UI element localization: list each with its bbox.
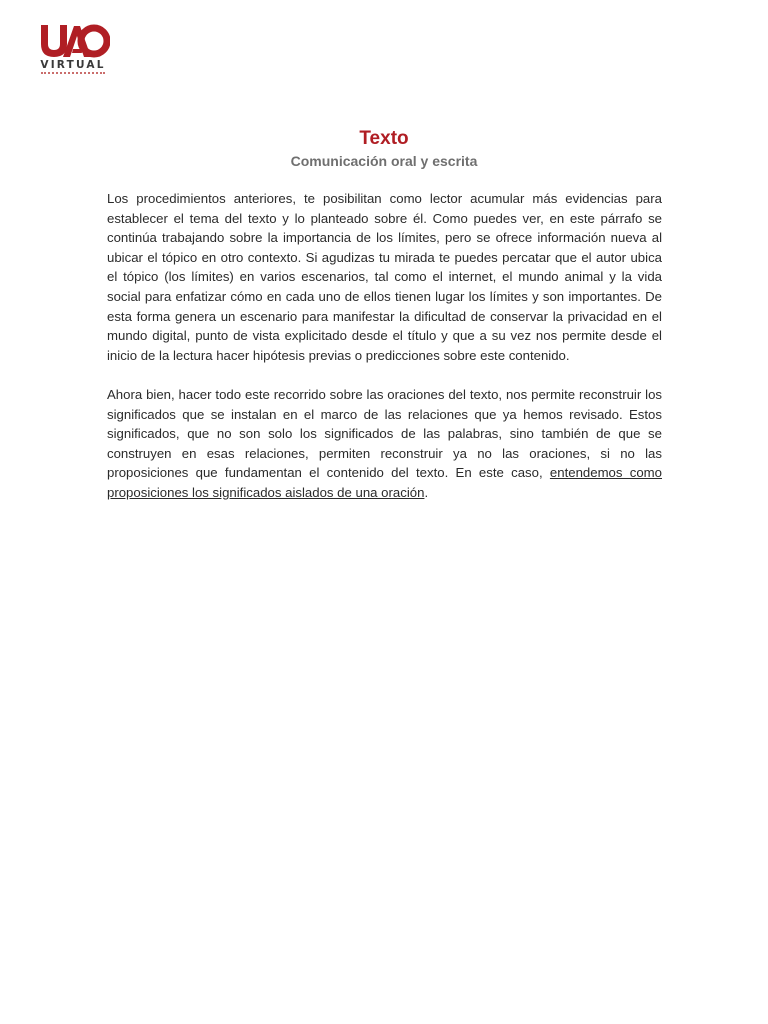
paragraph-2-text: Ahora bien, hacer todo este recorrido sobre las oraciones del texto, nos permite reconstruir los significados que se instalan en el marco de las relaciones que ya hemos revisado. Estos significados, que no son solo los significados de las palabras, sino también de que se construyen en esas relaciones, permiten reconstruir ya no las oraciones, si no las proposiciones que fundamentan el contenido del texto. En este caso, <box>107 386 662 481</box>
page-title: Texto <box>359 128 409 149</box>
logo-wordmark: VIRTUAL <box>40 59 106 71</box>
paragraph-2 <box>107 385 662 503</box>
uao-virtual-logo <box>38 22 110 80</box>
logo-tagline-decoration <box>41 72 105 77</box>
page-subtitle: Comunicación oral y escrita <box>290 153 478 169</box>
definition-link[interactable]: entendemos como proposiciones los significados aislados de una oración <box>107 465 663 500</box>
paragraph-1: Los procedimientos anteriores, te posibilitan como lector acumular más evidencias para establecer el tema del texto y lo planteado sobre él. Como puedes ver, en este párrafo se continúa trabajando sobre la importancia de los límites, pero se ofrece información nueva al ubicar el tópico en otro contexto. Si agudizas tu mirada te puedes percatar que el autor ubica el tópico (los límites) en varios escenarios, tal como el internet, el mundo animal y la vida social para enfatizar cómo en cada uno de ellos tienen lugar los límites y son importantes. De esta forma genera un escenario para manifestar la dificultad de conservar la privacidad en el mundo digital, punto de vista explicitado desde el título y que a su vez nos permite desde el inicio de la lectura hacer hipótesis previas o predicciones sobre este contenido. <box>107 191 662 363</box>
paragraph-2-end: . <box>424 484 429 500</box>
document-body <box>107 189 662 522</box>
uao-logo-mark <box>38 22 110 60</box>
